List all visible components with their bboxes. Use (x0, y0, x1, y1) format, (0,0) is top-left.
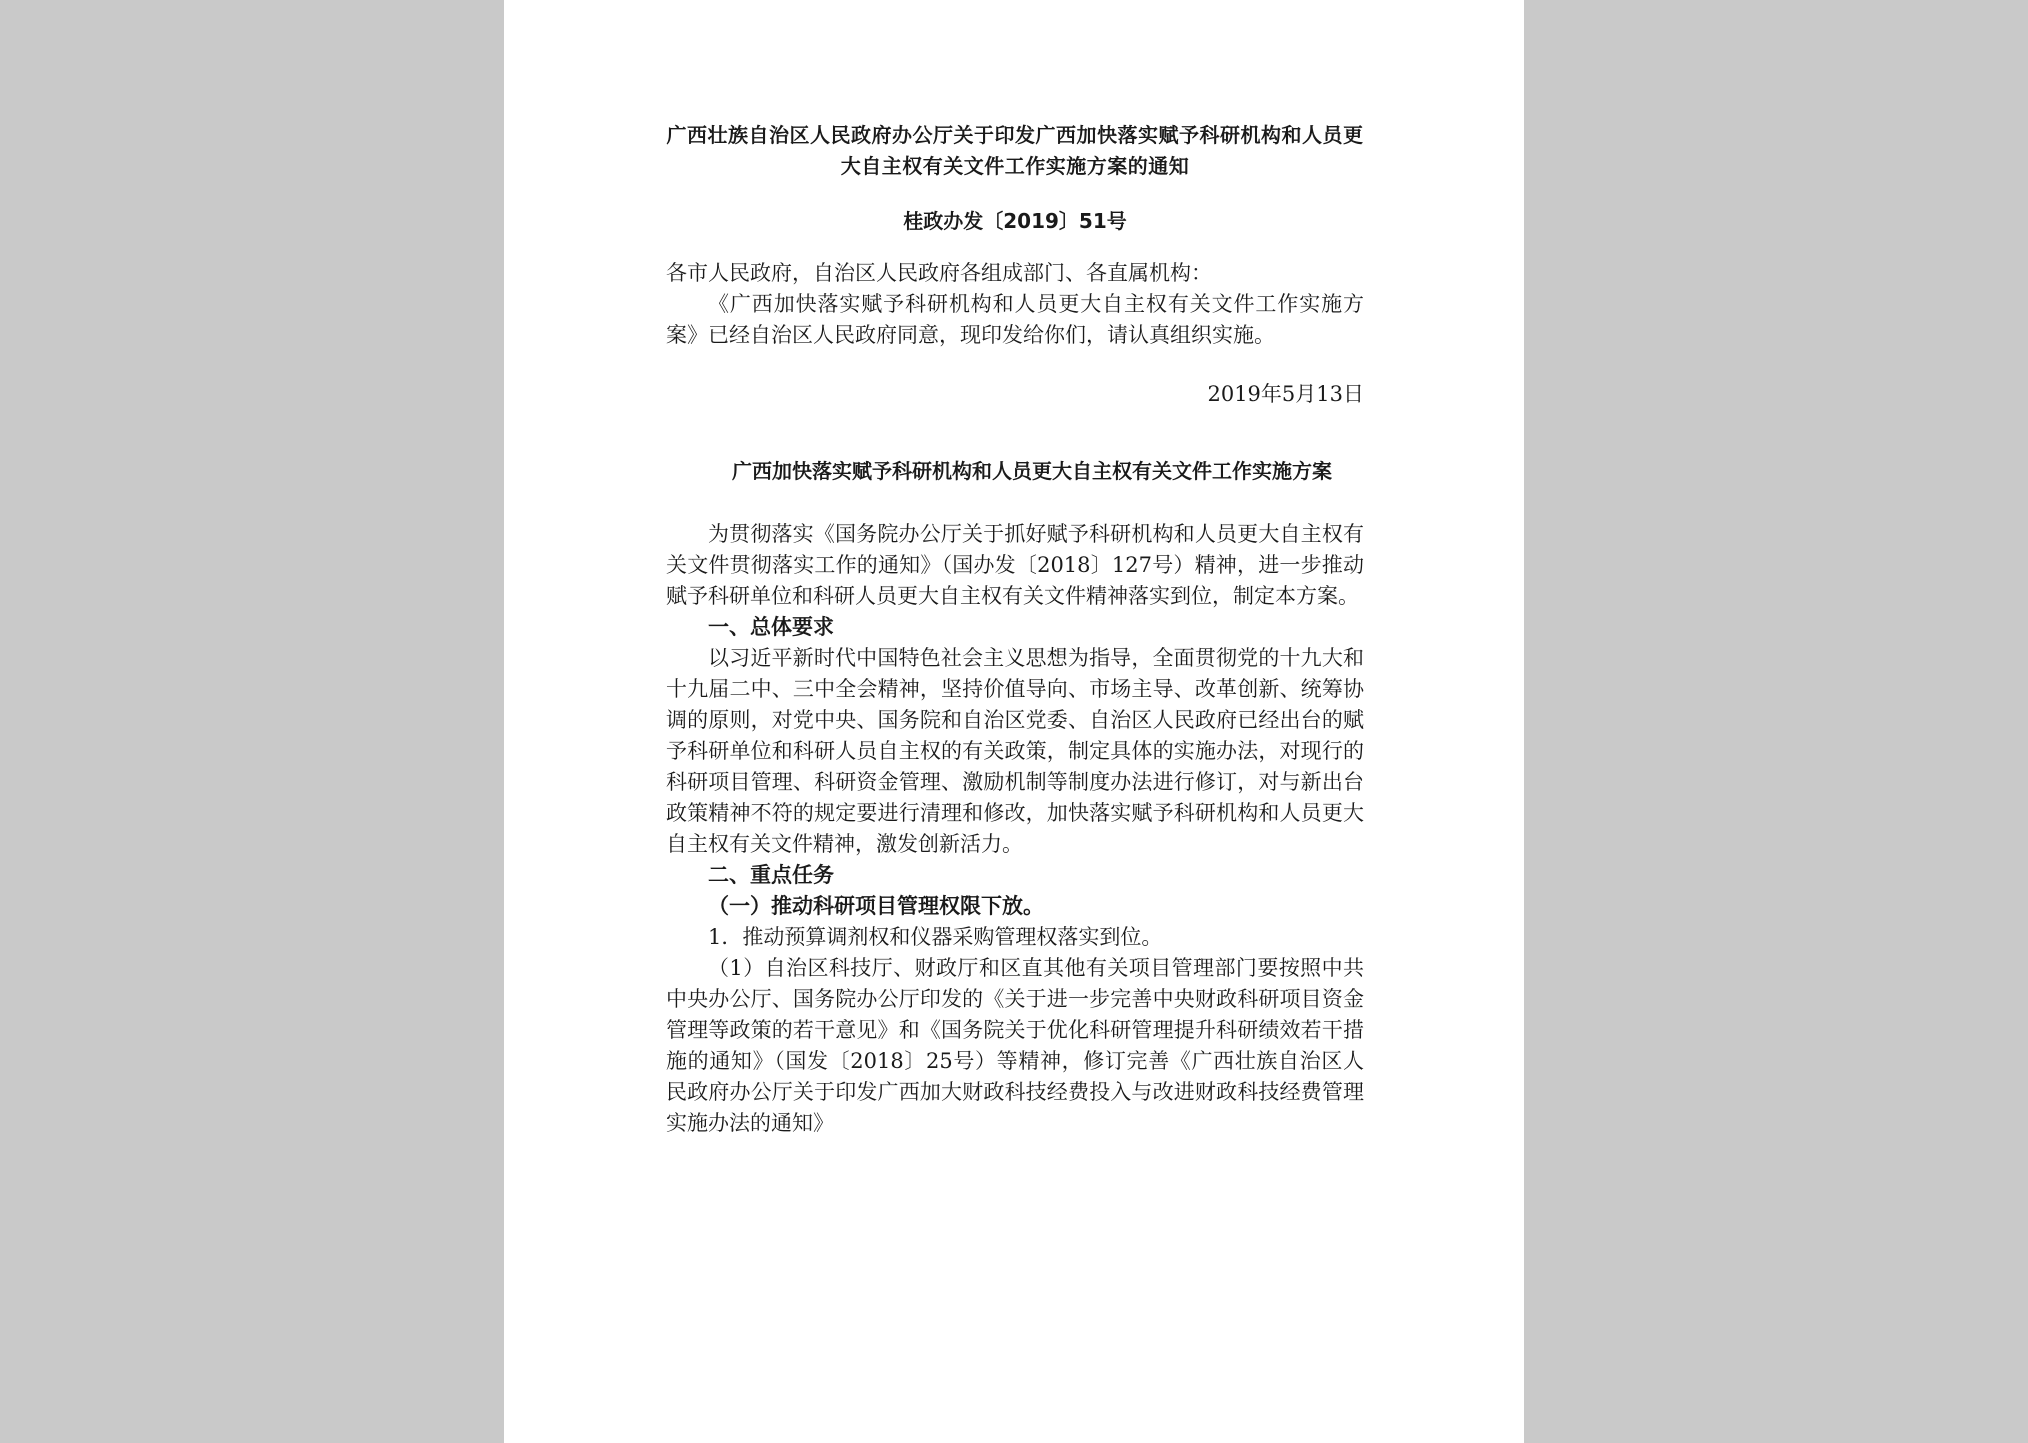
section-heading-key-tasks: 二、重点任务 (708, 863, 834, 887)
preamble-paragraph: 为贯彻落实《国务院办公厅关于抓好赋予科研机构和人员更大自主权有关文件贯彻落实工作的通知》（国办发〔2018〕127号）精神，进一步推动赋予科研单位和科研人员更大自主权有关文件精神落实到位，制定本方案。 (666, 522, 1364, 608)
document-number: 桂政办发〔2019〕51号 (903, 209, 1127, 233)
subsection-heading-project-management: （一）推动科研项目管理权限下放。 (708, 894, 1044, 918)
document-page (504, 0, 1524, 1443)
addressee: 各市人民政府，自治区人民政府各组成部门、各直属机构： (666, 261, 1212, 285)
list-item-revise-measures: （1）自治区科技厅、财政厅和区直其他有关项目管理部门要按照中共中央办公厅、国务院办公厅印发的《关于进一步完善中央财政科研项目资金管理等政策的若干意见》和《国务院关于优化科研管理提升科研绩效若干措施的通知》（国发〔2018〕25号）等精神，修订完善《广西壮族自治区人民政府办公厅关于印发广西加大财政科技经费投入与改进财政科技经费管理实施办法的通知》 (666, 956, 1364, 1135)
document-title: 广西壮族自治区人民政府办公厅关于印发广西加快落实赋予科研机构和人员更大自主权有关文件工作实施方案的通知 (666, 123, 1364, 178)
issue-date: 2019年5月13日 (1207, 382, 1364, 406)
plan-title: 广西加快落实赋予科研机构和人员更大自主权有关文件工作实施方案 (732, 459, 1332, 483)
intro-paragraph: 《广西加快落实赋予科研机构和人员更大自主权有关文件工作实施方案》已经自治区人民政府同意，现印发给你们，请认真组织实施。 (666, 292, 1364, 347)
section-body-general-requirements: 以习近平新时代中国特色社会主义思想为指导，全面贯彻党的十九大和十九届二中、三中全会精神，坚持价值导向、市场主导、改革创新、统筹协调的原则，对党中央、国务院和自治区党委、自治区人民政府已经出台的赋予科研单位和科研人员自主权的有关政策，制定具体的实施办法，对现行的科研项目管理、科研资金管理、激励机制等制度办法进行修订，对与新出台政策精神不符的规定要进行清理和修改，加快落实赋予科研机构和人员更大自主权有关文件精神，激发创新活力。 (666, 646, 1364, 856)
section-heading-general-requirements: 一、总体要求 (708, 615, 834, 639)
list-item-budget-adjustment: 1．推动预算调剂权和仪器采购管理权落实到位。 (708, 925, 1163, 949)
